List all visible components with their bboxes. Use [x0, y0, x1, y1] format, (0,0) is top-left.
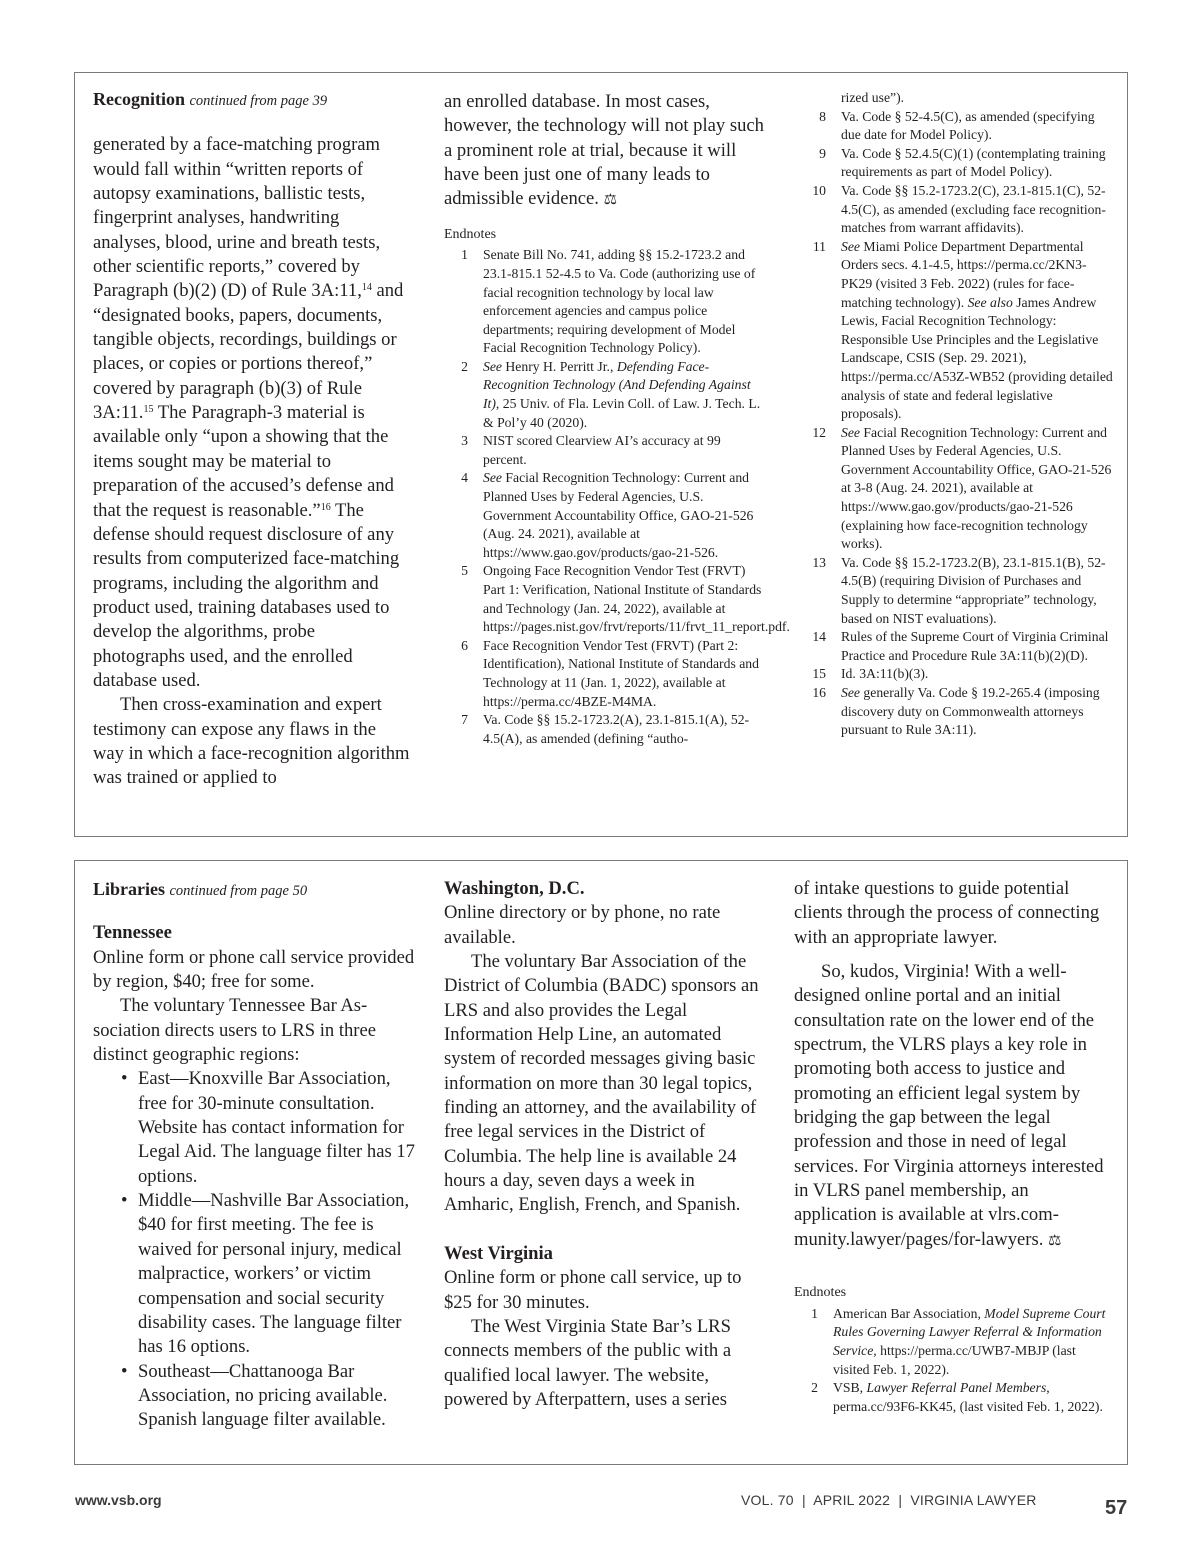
- libraries-continued-header: [93, 877, 415, 903]
- endnote-text: Facial Recognition Technology: Current and Planned Uses by Federal Agencies, U.S. Government Accountability Office, GAO-21-526 (Aug. 24. 2021), available at https://www.gao.gov/products/gao-21-526.: [483, 470, 754, 560]
- tennessee-paragraph-1: Online form or phone call service provided by region, $40; free for some.: [93, 946, 415, 993]
- tennessee-heading: Tennessee: [93, 922, 172, 944]
- endnote-item: [444, 637, 764, 711]
- text-run: generated by a face-matching program would fall within “written reports of autopsy examinations, ballistic tests, fingerprint analyses, handwriting analyses, blood, urine and breath tests, other scientific reports,” covered by Paragraph (b)(2) (D) of Rule 3A:11,: [93, 134, 381, 302]
- libraries-endnotes: [794, 1284, 1114, 1416]
- endnote-item: [802, 424, 1114, 554]
- endnote-text: See: [841, 238, 860, 254]
- wv-heading: West Virginia: [444, 1242, 553, 1264]
- endnote-item: [444, 469, 764, 562]
- endnote-text: VSB,: [833, 1380, 867, 1396]
- recognition-column-1: [93, 87, 411, 791]
- text-run: So, kudos, Virginia! With a well-designed online portal and an initial consultation rate on the lower end of the spectrum, the VLRS plays a key role in promoting both access to justice and promoting an efficient legal system by bridging the gap between the legal profession and those in need of legal services. For Virginia attorneys interested in VLRS panel membership, an application is available at vlrs.community.lawyer/pages/for-lawyers.: [794, 961, 1104, 1250]
- endnote-text: Va. Code §§ 15.2-1723.2(A), 23.1-815.1(A), 52-4.5(A), as amended (defining “autho-: [483, 712, 750, 746]
- endnote-number: 16: [812, 685, 826, 700]
- wv-paragraph-2: The West Virginia State Bar’s LRS connects members of the public with a qualified local lawyer. The website, powered by Afterpattern, uses a series: [444, 1315, 732, 1410]
- libraries-continued-note: continued from page 50: [169, 883, 308, 899]
- endnote-text: Miami Police Department Departmental Orders secs. 4.1-4.5, https://perma.cc/2KN3-PK29 (visited 3 Feb. 2022) (rules for face-matching technology).: [841, 238, 1087, 310]
- libraries-title: Libraries: [93, 879, 165, 899]
- libraries-column-3: [794, 877, 1114, 1416]
- recognition-paragraph-2: Then cross-examination and expert testimony can expose any flaws in the way in which a face-recognition algorithm was trained or applied to: [93, 694, 410, 789]
- list-item: • East—Knoxville Bar Association, free for 30-minute consultation. Website has contact information for Legal Aid. The language filter has 17 options.: [93, 1067, 415, 1189]
- endnote-text: See: [483, 470, 502, 486]
- endnote-item: [444, 246, 764, 358]
- endnote-number: 5: [461, 563, 468, 579]
- endnote-text: Va. Code § 52.4.5(C)(1) (contemplating training requirements as part of Model Policy).: [841, 145, 1106, 180]
- libraries-column-1: [93, 877, 415, 1433]
- endnote-text: Face Recognition Vendor Test (FRVT) (Part 2: Identification), National Institute of Standards and Technology at 11 (Jan. 1, 2022), available at https://perma.cc/4BZE-M4MA.: [483, 637, 759, 709]
- page-number: 57: [1105, 1497, 1128, 1519]
- footer-website: www.vsb.org: [75, 1492, 162, 1508]
- endnote-number: 6: [461, 637, 468, 653]
- endnote-list: [794, 1305, 1114, 1417]
- endnote-continued-line: rized use”).: [841, 90, 905, 105]
- dc-heading: Washington, D.C.: [444, 878, 585, 899]
- endnote-text: NIST scored Clearview AI’s accuracy at 99 percent.: [483, 433, 721, 467]
- libraries-article-box: [74, 860, 1128, 1465]
- endnote-number: 15: [812, 666, 826, 682]
- recognition-title: Recognition: [93, 89, 185, 109]
- text-run: and “designated books, papers, documents, tangible objects, recordings, buildings or places, or copies or portions thereof,” covered by paragraph (b)(3) of Rule 3A:11.: [93, 280, 404, 424]
- footer-issue-line: [741, 1492, 1037, 1508]
- recognition-paragraph-1: [93, 133, 411, 693]
- recognition-closing-paragraph: [444, 90, 764, 212]
- endnote-item: [802, 684, 1114, 740]
- endnote-text: Ongoing Face Recognition Vendor Test (FRVT) Part 1: Verification, National Institute of Standards and Technology (Jan. 24, 2022), available at https://pages.nist.gov/frvt/reports/11/frvt_11_report.pdf.: [483, 563, 790, 635]
- endnote-text: Defending Face-Recognition Technology (And Defending Against It): [483, 358, 751, 412]
- text-run: an enrolled database. In most cases, however, the technology will not play such a prominent role at trial, because it will have been just one of many leads to admissible evidence.: [444, 91, 764, 210]
- endnote-text: Va. Code §§ 15.2-1723.2(B), 23.1-815.1(B), 52-4.5(B) (requiring Division of Purchases and Supply to determine “appropriate” technology, based on NIST evaluations).: [841, 554, 1106, 626]
- endnote-item: [444, 432, 764, 469]
- text-run: VOL. 70 | APRIL 2022 | VIRGINIA LAWYER: [741, 1492, 1037, 1508]
- endnote-text: , perma.cc/93F6-KK45, (last visited Feb. 1, 2022).: [833, 1380, 1103, 1414]
- list-item: • Southeast—Chattanooga Bar Association, no pricing available. Spanish language filter available.: [93, 1360, 415, 1433]
- scales-icon: ⚖: [603, 190, 618, 209]
- endnote-number: 13: [812, 554, 826, 570]
- dc-paragraph-1: Online directory or by phone, no rate available.: [444, 902, 721, 948]
- endnote-number: 10: [812, 182, 826, 198]
- endnote-text: Id. 3A:11(b)(3).: [841, 666, 929, 682]
- libraries-paragraph-intake: of intake questions to guide potential clients through the process of connecting with an appropriate lawyer.: [794, 878, 1100, 948]
- recognition-continued-header: [93, 87, 411, 113]
- endnote-text: https://perma.cc/UWB7-MBJP (last visited Feb. 1, 2022).: [833, 1342, 1076, 1377]
- endnote-number: 9: [819, 145, 826, 161]
- libraries-column-2: [444, 877, 766, 1412]
- recognition-continued-note: continued from page 39: [189, 93, 328, 109]
- recognition-column-2: [444, 90, 790, 748]
- endnote-list: [444, 246, 790, 748]
- endnote-text: See: [841, 685, 860, 700]
- endnote-number: 2: [811, 1380, 818, 1396]
- endnote-number: 1: [461, 247, 468, 263]
- endnote-text: , 25 Univ. of Fla. Levin Coll. of Law. J. Tech. L. & Pol’y 40 (2020).: [483, 396, 761, 430]
- endnote-item: [802, 238, 1114, 424]
- text-run: The Paragraph-3 material is available only “upon a showing that the items sought may be material to preparation of the accused’s defense and that the request is reasonable.”: [93, 402, 394, 521]
- footnote-ref-15: 15: [143, 404, 154, 416]
- endnote-text: Va. Code §§ 15.2-1723.2(C), 23.1-815.1(C), 52-4.5(C), as amended (excluding face recognition-matches from warrant affidavits).: [841, 182, 1106, 236]
- text-run: The defense should request disclosure of any results from computerized face-matching programs, including the algorithm and product used, training databases used to develop the algorithms, probe photographs used, and the enrolled database used.: [93, 499, 400, 691]
- endnote-number: 2: [461, 358, 468, 374]
- endnote-text: Henry H. Perritt Jr.,: [502, 358, 617, 374]
- endnote-text: American Bar Association,: [833, 1305, 985, 1321]
- dc-paragraph-2: The voluntary Bar Association of the District of Columbia (BADC) sponsors an LRS and also provides the Legal Information Help Line, an automated system of recorded messages giving basic information on more than 30 legal topics, finding an attorney, and the availability of free legal services in the District of Columbia. The help line is available 24 hours a day, seven days a week in Amharic, English, French, and Spanish.: [444, 951, 759, 1216]
- libraries-paragraph-kudos: [794, 960, 1114, 1252]
- endnote-number: 1: [811, 1305, 818, 1321]
- endnote-text: Senate Bill No. 741, adding §§ 15.2-1723.2 and 23.1-815.1 52-4.5 to Va. Code (authorizing use of facial recognition technology by local law enforcement agencies and campus police departments; requiring development of Model Facial Recognition Technology Policy).: [483, 247, 756, 356]
- endnote-text: See: [483, 358, 502, 374]
- endnote-item: [444, 562, 790, 636]
- footnote-ref-14: 14: [361, 282, 372, 294]
- endnote-item: [802, 108, 1114, 145]
- endnote-text: Va. Code § 52-4.5(C), as amended (specifying due date for Model Policy).: [841, 108, 1095, 143]
- endnote-item: [794, 1305, 1114, 1379]
- endnote-text: See also: [967, 294, 1013, 310]
- recognition-endnotes-a: [444, 226, 790, 749]
- endnote-number: 7: [461, 712, 468, 728]
- tennessee-paragraph-2: The voluntary Tennessee Bar Association directs users to LRS in three distinct geographic regions:: [93, 995, 376, 1066]
- endnote-item: [802, 145, 1114, 182]
- endnote-number: 11: [812, 238, 826, 254]
- endnotes-label: Endnotes: [444, 226, 497, 242]
- endnote-item: [802, 182, 1114, 238]
- endnote-text: Lawyer Referral Panel Members: [866, 1380, 1047, 1396]
- spacer: [444, 1218, 766, 1242]
- endnote-item: [444, 711, 764, 748]
- endnote-item: [444, 358, 764, 432]
- footnote-ref-16: 16: [320, 501, 331, 513]
- endnote-number: 3: [461, 433, 468, 449]
- endnote-item: [802, 554, 1114, 628]
- scales-icon: ⚖: [1048, 1230, 1062, 1249]
- endnote-number: 8: [819, 108, 826, 124]
- endnote-item: [802, 665, 1114, 684]
- endnote-list: [802, 108, 1114, 740]
- wv-paragraph-1: Online form or phone call service, up to $25 for 30 minutes.: [444, 1267, 742, 1313]
- endnote-text: Model Supreme Court Rules Governing Lawyer Referral & Information Service,: [833, 1305, 1106, 1358]
- endnote-number: 14: [812, 629, 826, 645]
- endnote-item: [802, 628, 1114, 665]
- endnote-item: [794, 1379, 1114, 1416]
- endnote-text: Rules of the Supreme Court of Virginia Criminal Practice and Procedure Rule 3A:11(b)(2)(D).: [841, 629, 1109, 663]
- endnote-text: See: [841, 424, 860, 440]
- recognition-article-box: [74, 72, 1128, 837]
- list-item: • Middle—Nashville Bar Association, $40 for first meeting. The fee is waived for personal injury, medical malpractice, workers’ or victim compensation and social security disability cases. The language filter has 16 options.: [93, 1189, 415, 1359]
- endnote-text: Facial Recognition Technology: Current and Planned Uses by Federal Agencies, U.S. Government Accountability Office, GAO-21-526 at 3-8 (Aug. 24. 2021), available at https://www.gao.gov/products/gao-21-526 (explaining how face-recognition technology works).: [841, 424, 1112, 552]
- endnote-number: 12: [812, 424, 826, 440]
- endnote-text: James Andrew Lewis, Facial Recognition Technology: Responsible Use Principles and the Legislative Landscape, CSIS (Sep. 29. 2021), https://perma.cc/A53Z-WB52 (providing detailed analysis of state and federal legislative proposals).: [841, 294, 1113, 422]
- endnote-number: 4: [461, 470, 468, 486]
- endnote-text: generally Va. Code § 19.2-265.4 (imposing discovery duty on Commonwealth attorneys pursuant to Rule 3A:11).: [841, 685, 1100, 738]
- tennessee-region-list: [93, 1067, 415, 1432]
- recognition-column-3: [802, 89, 1114, 740]
- endnotes-label: Endnotes: [794, 1285, 847, 1301]
